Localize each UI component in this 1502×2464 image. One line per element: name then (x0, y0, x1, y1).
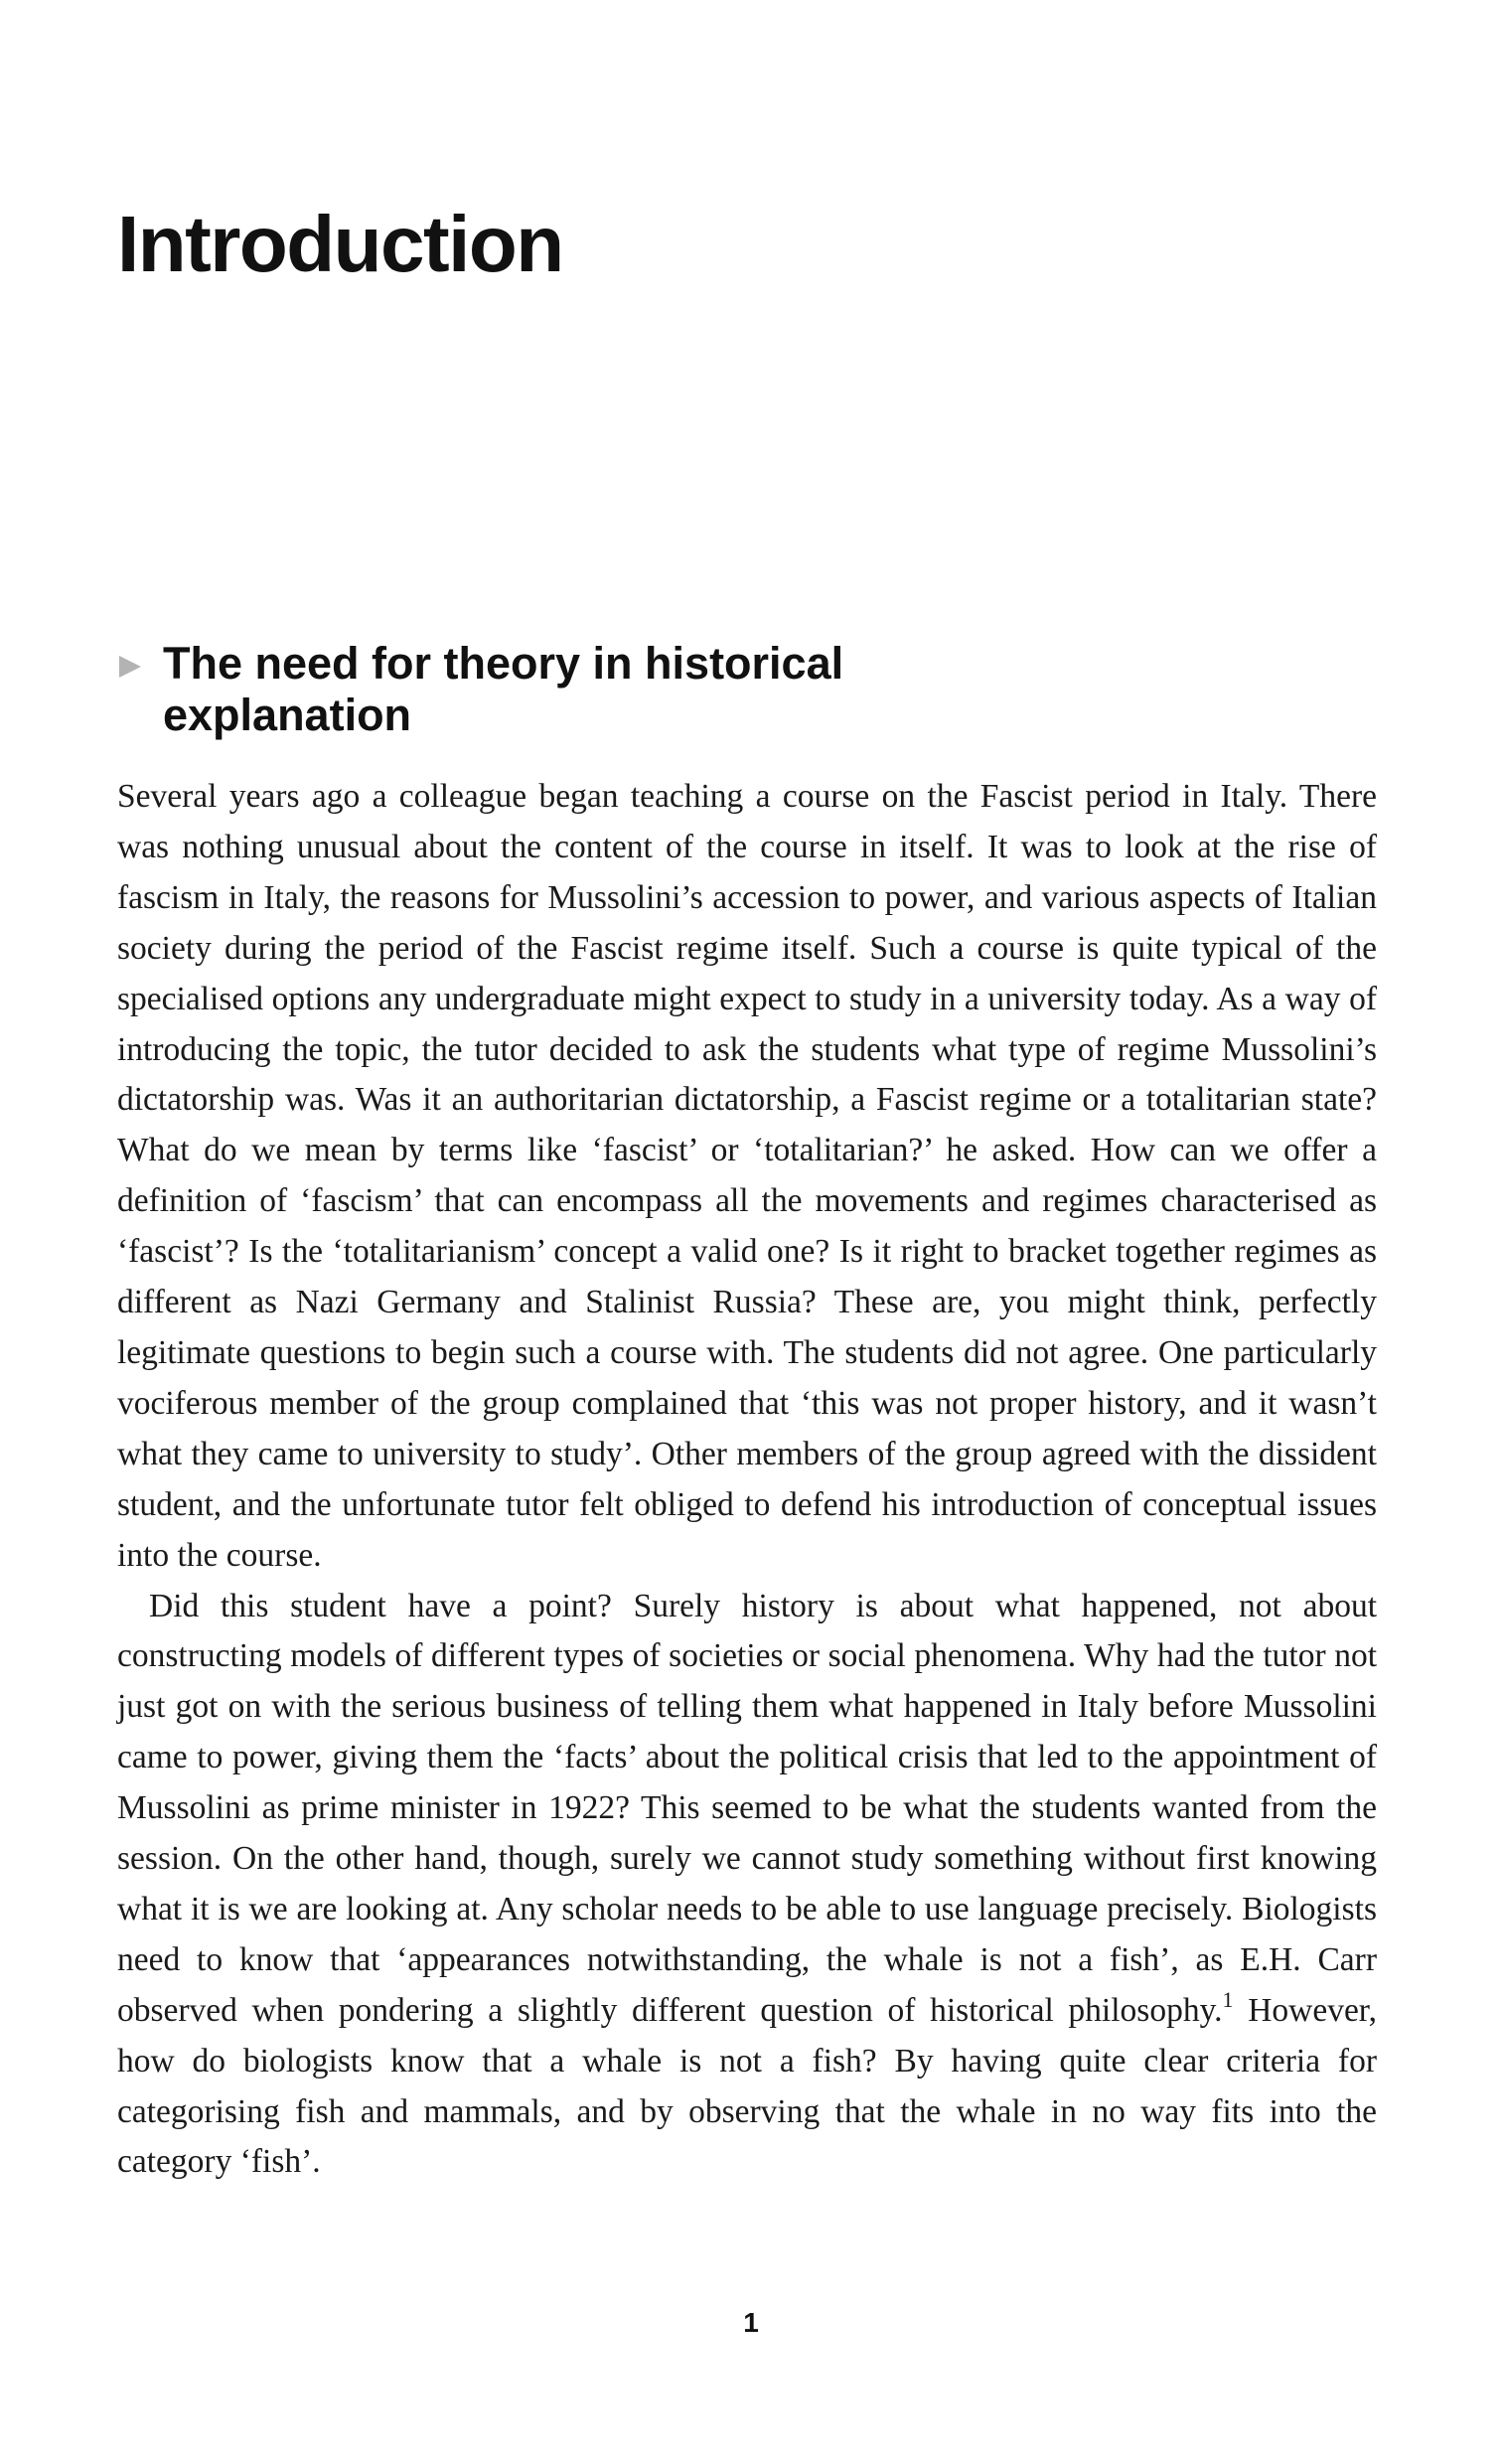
page-number: 1 (743, 2307, 759, 2338)
paragraph-2-text: Did this student have a point? Surely history is about what happened, not about constructing models of different types of societies or social phenomena. Why had the tutor not just got on with the serious business of telling them what happened in Italy before Mussolini came to power, giving them the ‘facts’ about the political crisis that led to the appointment of Mussolini as prime minister in 1922? This seemed to be what the students wanted from the session. On the other hand, though, surely we cannot study something without first knowing what it is we are looking at. Any scholar needs to be able to use language precisely. Biologists need to know that ‘appearances notwithstanding, the whale is not a fish’, as E.H. Carr observed when pondering a slightly different question of historical philosophy. (117, 1587, 1377, 2029)
body-text (117, 772, 1377, 2188)
section-heading (117, 638, 1409, 741)
paragraph-1: Several years ago a colleague began teaching a course on the Fascist period in Italy. There was nothing unusual about the content of the course in itself. It was to look at the rise of fascism in Italy, the reasons for Mussolini’s accession to power, and various aspects of Italian society during the period of the Fascist regime itself. Such a course is quite typical of the specialised options any undergraduate might expect to study in a university today. As a way of introducing the topic, the tutor decided to ask the students what type of regime Mussolini’s dictatorship was. Was it an authoritarian dictatorship, a Fascist regime or a totalitarian state? What do we mean by terms like ‘fascist’ or ‘totalitarian?’ he asked. How can we offer a definition of ‘fascism’ that can encompass all the movements and regimes characterised as ‘fascist’? Is the ‘totalitarianism’ concept a valid one? Is it right to bracket together regimes as different as Nazi Germany and Stalinist Russia? These are, you might think, perfectly legitimate questions to begin such a course with. The students did not agree. One particularly vociferous member of the group complained that ‘this was not proper history, and it wasn’t what they came to university to study’. Other members of the group agreed with the dissident student, and the unfortunate tutor felt obliged to defend his introduction of conceptual issues into the course. (117, 778, 1377, 1574)
section-heading-line-2: explanation (163, 690, 412, 740)
paragraph-2 (117, 1582, 1377, 2189)
paragraph-2-text-continued: However, how do biologists know that a whale is not a fish? By having quite clear criteria for categorising fish and mammals, and by observing that the whale in no way fits into the category ‘fish’. (117, 1991, 1377, 2181)
section-heading-line-1: The need for theory in historical (163, 638, 844, 689)
footnote-ref-1[interactable]: 1 (1222, 1986, 1234, 2012)
chapter-title: Introduction (117, 200, 563, 288)
triangle-right-icon (119, 656, 141, 678)
